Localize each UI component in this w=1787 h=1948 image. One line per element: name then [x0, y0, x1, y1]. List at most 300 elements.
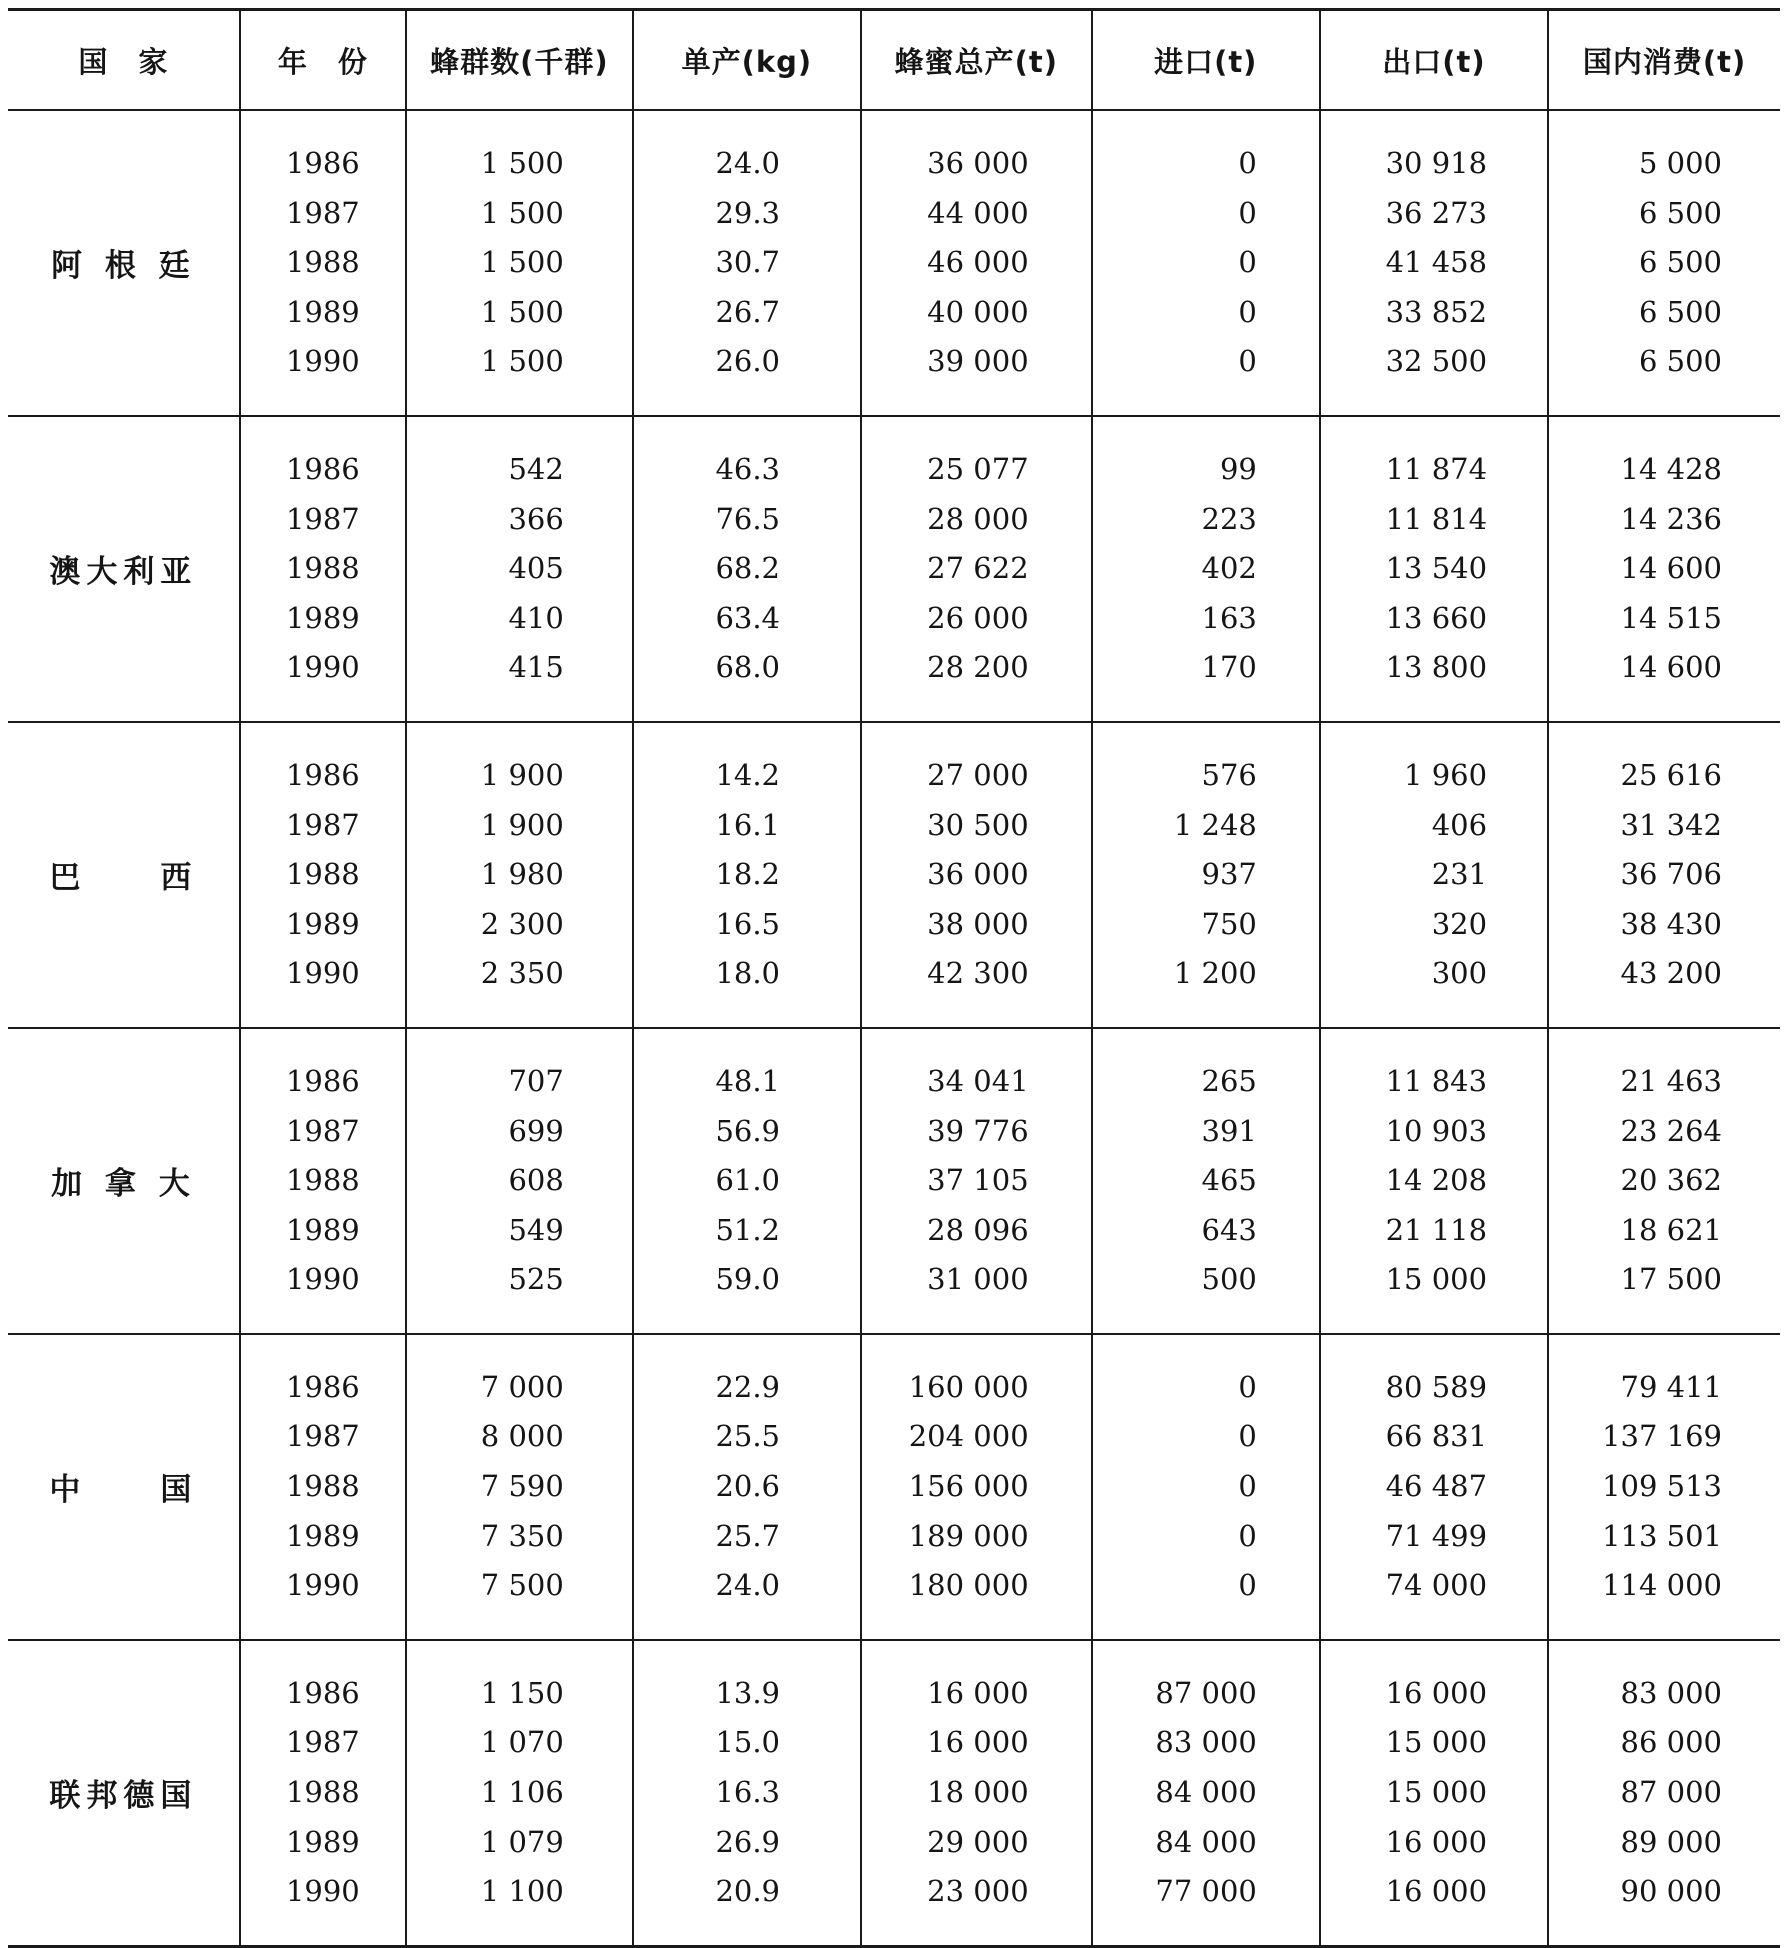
export-value: 66 831 — [1385, 1419, 1488, 1454]
consumption-cell — [1548, 1028, 1780, 1334]
yield-value: 15.0 — [715, 1725, 781, 1760]
consumption-cell — [1548, 722, 1780, 1028]
export-value: 231 — [1431, 857, 1488, 892]
colonies-value: 7 350 — [480, 1518, 564, 1553]
year-value: 1986 — [285, 1369, 360, 1404]
yield-cell — [633, 722, 861, 1028]
consumption-value: 113 501 — [1602, 1518, 1722, 1553]
yield-value: 25.5 — [715, 1419, 781, 1454]
consumption-value: 90 000 — [1620, 1874, 1722, 1909]
colonies-value: 525 — [508, 1262, 564, 1297]
country-cell: 中 国 — [8, 1334, 240, 1640]
export-cell — [1320, 416, 1548, 722]
yield-value: 25.7 — [715, 1518, 781, 1553]
production-values — [862, 1335, 1091, 1639]
colonies-value: 542 — [508, 451, 564, 486]
colonies-values — [407, 1029, 632, 1333]
consumption-value: 89 000 — [1620, 1824, 1722, 1859]
yield-value: 46.3 — [715, 451, 781, 486]
consumption-value: 36 706 — [1620, 857, 1722, 892]
production-value: 189 000 — [908, 1518, 1029, 1553]
year-value: 1989 — [285, 1824, 360, 1859]
year-value: 1989 — [285, 1518, 360, 1553]
consumption-value: 137 169 — [1602, 1419, 1722, 1454]
export-value: 300 — [1431, 956, 1488, 991]
import-value: 576 — [1201, 757, 1257, 792]
import-values — [1093, 1641, 1319, 1945]
colonies-value: 699 — [508, 1113, 564, 1148]
year-value: 1987 — [285, 195, 360, 230]
production-value: 160 000 — [908, 1369, 1029, 1404]
production-value: 27 622 — [927, 551, 1029, 586]
colonies-value: 1 106 — [480, 1775, 564, 1810]
yield-value: 56.9 — [715, 1113, 781, 1148]
colonies-cell — [406, 1334, 633, 1640]
export-value: 406 — [1431, 807, 1488, 842]
colonies-cell — [406, 722, 633, 1028]
year-values — [241, 417, 405, 721]
production-value: 36 000 — [927, 146, 1029, 180]
production-values — [862, 111, 1091, 415]
export-value: 320 — [1431, 906, 1488, 941]
yield-value: 26.9 — [715, 1824, 781, 1859]
yield-cell — [633, 1334, 861, 1640]
production-value: 28 000 — [927, 501, 1029, 536]
yield-value: 48.1 — [715, 1063, 781, 1098]
year-value: 1990 — [285, 1262, 360, 1297]
export-value: 21 118 — [1385, 1212, 1488, 1247]
production-cell — [861, 1334, 1092, 1640]
export-value: 74 000 — [1385, 1568, 1488, 1603]
year-value: 1986 — [285, 1675, 360, 1710]
year-cell — [240, 416, 406, 722]
year-values — [241, 723, 405, 1027]
yield-values — [634, 417, 860, 721]
production-value: 156 000 — [908, 1469, 1029, 1504]
production-value: 26 000 — [927, 600, 1029, 635]
header-consumption: 国内消费(t) — [1548, 10, 1780, 111]
colonies-value: 549 — [508, 1212, 564, 1247]
consumption-value: 21 463 — [1620, 1063, 1722, 1098]
year-value: 1989 — [285, 906, 360, 941]
table-row — [8, 416, 1780, 722]
yield-value: 18.0 — [715, 956, 781, 991]
table-body — [8, 110, 1780, 1946]
export-values — [1321, 1641, 1547, 1945]
header-yield: 单产(kg) — [633, 10, 861, 111]
import-value: 0 — [1238, 344, 1257, 379]
export-value: 30 918 — [1385, 146, 1488, 180]
country-cell: 加 拿 大 — [8, 1028, 240, 1334]
import-value: 0 — [1238, 1469, 1257, 1504]
import-value: 643 — [1201, 1212, 1257, 1247]
production-value: 31 000 — [927, 1262, 1029, 1297]
yield-value: 16.1 — [715, 807, 781, 842]
export-value: 80 589 — [1385, 1369, 1488, 1404]
year-value: 1987 — [285, 501, 360, 536]
import-value: 0 — [1238, 294, 1257, 329]
export-value: 1 960 — [1404, 757, 1488, 792]
export-values — [1321, 1335, 1547, 1639]
colonies-value: 1 500 — [480, 195, 564, 230]
consumption-value: 20 362 — [1620, 1163, 1722, 1198]
year-value: 1986 — [285, 451, 360, 486]
export-value: 11 814 — [1385, 501, 1488, 536]
table-row — [8, 722, 1780, 1028]
colonies-value: 415 — [508, 650, 564, 685]
export-value: 32 500 — [1385, 344, 1488, 379]
import-values — [1093, 723, 1319, 1027]
yield-value: 14.2 — [715, 757, 781, 792]
export-value: 11 843 — [1385, 1063, 1488, 1098]
colonies-value: 410 — [508, 600, 564, 635]
consumption-values — [1549, 1335, 1780, 1639]
import-values — [1093, 1029, 1319, 1333]
year-value: 1986 — [285, 146, 360, 180]
production-values — [862, 417, 1091, 721]
yield-value: 51.2 — [715, 1212, 781, 1247]
consumption-values — [1549, 1029, 1780, 1333]
table-row — [8, 1334, 1780, 1640]
production-value: 29 000 — [927, 1824, 1029, 1859]
consumption-value: 38 430 — [1620, 906, 1722, 941]
import-value: 391 — [1201, 1113, 1257, 1148]
import-value: 500 — [1201, 1262, 1257, 1297]
import-value: 0 — [1238, 195, 1257, 230]
year-values — [241, 1029, 405, 1333]
production-cell — [861, 110, 1092, 416]
yield-values — [634, 1029, 860, 1333]
colonies-cell — [406, 110, 633, 416]
colonies-value: 1 500 — [480, 146, 564, 180]
colonies-value: 1 900 — [480, 757, 564, 792]
export-value: 13 540 — [1385, 551, 1488, 586]
yield-values — [634, 1335, 860, 1639]
year-value: 1988 — [285, 1469, 360, 1504]
production-values — [862, 1641, 1091, 1945]
colonies-value: 1 100 — [480, 1874, 564, 1909]
yield-value: 63.4 — [715, 600, 781, 635]
year-value: 1987 — [285, 1725, 360, 1760]
colonies-value: 1 980 — [480, 857, 564, 892]
year-value: 1989 — [285, 294, 360, 329]
production-cell — [861, 722, 1092, 1028]
year-value: 1988 — [285, 857, 360, 892]
colonies-value: 2 300 — [480, 906, 564, 941]
yield-value: 29.3 — [715, 195, 781, 230]
colonies-values — [407, 723, 632, 1027]
import-value: 0 — [1238, 146, 1257, 180]
import-cell — [1092, 416, 1320, 722]
header-country: 国 家 — [8, 10, 240, 111]
production-value: 30 500 — [927, 807, 1029, 842]
year-value: 1990 — [285, 344, 360, 379]
yield-value: 13.9 — [715, 1675, 781, 1710]
colonies-value: 1 079 — [480, 1824, 564, 1859]
consumption-value: 86 000 — [1620, 1725, 1722, 1760]
consumption-value: 6 500 — [1638, 195, 1722, 230]
year-cell — [240, 1640, 406, 1946]
consumption-value: 14 236 — [1620, 501, 1722, 536]
table-row — [8, 1028, 1780, 1334]
colonies-value: 366 — [508, 501, 564, 536]
table-row — [8, 110, 1780, 416]
import-value: 402 — [1201, 551, 1257, 586]
production-value: 18 000 — [927, 1775, 1029, 1810]
colonies-value: 7 500 — [480, 1568, 564, 1603]
colonies-values — [407, 111, 632, 415]
table-row — [8, 1640, 1780, 1946]
export-value: 71 499 — [1385, 1518, 1488, 1553]
consumption-value: 6 500 — [1638, 344, 1722, 379]
yield-values — [634, 723, 860, 1027]
production-value: 39 776 — [927, 1113, 1029, 1148]
consumption-value: 18 621 — [1620, 1212, 1722, 1247]
export-cell — [1320, 110, 1548, 416]
country-cell: 澳大利亚 — [8, 416, 240, 722]
consumption-value: 31 342 — [1620, 807, 1722, 842]
production-value: 28 200 — [927, 650, 1029, 685]
yield-value: 61.0 — [715, 1163, 781, 1198]
consumption-values — [1549, 417, 1780, 721]
import-value: 0 — [1238, 1369, 1257, 1404]
consumption-values — [1549, 723, 1780, 1027]
export-value: 11 874 — [1385, 451, 1488, 486]
consumption-value: 17 500 — [1620, 1262, 1722, 1297]
import-cell — [1092, 1640, 1320, 1946]
yield-value: 68.2 — [715, 551, 781, 586]
year-value: 1986 — [285, 1063, 360, 1098]
export-values — [1321, 1029, 1547, 1333]
country-cell: 巴 西 — [8, 722, 240, 1028]
year-value: 1988 — [285, 1775, 360, 1810]
import-values — [1093, 417, 1319, 721]
import-cell — [1092, 1028, 1320, 1334]
year-value: 1986 — [285, 757, 360, 792]
consumption-value: 43 200 — [1620, 956, 1722, 991]
consumption-cell — [1548, 1640, 1780, 1946]
consumption-value: 14 600 — [1620, 650, 1722, 685]
import-value: 1 248 — [1173, 807, 1257, 842]
consumption-value: 25 616 — [1620, 757, 1722, 792]
colonies-value: 405 — [508, 551, 564, 586]
country-cell: 阿 根 廷 — [51, 248, 196, 285]
production-cell — [861, 416, 1092, 722]
colonies-cell — [406, 416, 633, 722]
colonies-cell — [406, 1028, 633, 1334]
yield-value: 16.3 — [715, 1775, 781, 1810]
production-value: 34 041 — [927, 1063, 1029, 1098]
import-value: 223 — [1201, 501, 1257, 536]
year-cell — [240, 1028, 406, 1334]
import-value: 0 — [1238, 245, 1257, 280]
yield-value: 22.9 — [715, 1369, 781, 1404]
yield-value: 18.2 — [715, 857, 781, 892]
consumption-value: 14 600 — [1620, 551, 1722, 586]
export-value: 16 000 — [1385, 1675, 1488, 1710]
header-colonies: 蜂群数(千群) — [406, 10, 633, 111]
production-cell — [861, 1028, 1092, 1334]
colonies-value: 1 500 — [480, 344, 564, 379]
year-values — [241, 1641, 405, 1945]
production-cell — [861, 1640, 1092, 1946]
import-values — [1093, 1335, 1319, 1639]
yield-cell — [633, 416, 861, 722]
colonies-value: 1 070 — [480, 1725, 564, 1760]
yield-value: 20.9 — [715, 1874, 781, 1909]
consumption-value: 109 513 — [1602, 1469, 1722, 1504]
colonies-value: 1 500 — [480, 245, 564, 280]
year-value: 1988 — [285, 245, 360, 280]
production-value: 180 000 — [908, 1568, 1029, 1603]
colonies-value: 7 590 — [480, 1469, 564, 1504]
year-value: 1987 — [285, 1113, 360, 1148]
colonies-value: 608 — [508, 1163, 564, 1198]
yield-cell — [633, 110, 861, 416]
year-cell — [240, 1334, 406, 1640]
consumption-value: 23 264 — [1620, 1113, 1722, 1148]
year-value: 1987 — [285, 807, 360, 842]
header-year: 年 份 — [240, 10, 406, 111]
production-value: 16 000 — [927, 1725, 1029, 1760]
import-value: 937 — [1201, 857, 1257, 892]
import-value: 87 000 — [1155, 1675, 1257, 1710]
export-value: 15 000 — [1385, 1775, 1488, 1810]
header-row — [8, 10, 1780, 111]
export-value: 16 000 — [1385, 1824, 1488, 1859]
year-value: 1989 — [285, 600, 360, 635]
year-value: 1988 — [285, 1163, 360, 1198]
header-production: 蜂蜜总产(t) — [861, 10, 1092, 111]
export-value: 16 000 — [1385, 1874, 1488, 1909]
colonies-values — [407, 1641, 632, 1945]
consumption-cell — [1548, 110, 1780, 416]
import-values — [1093, 111, 1319, 415]
export-value: 13 800 — [1385, 650, 1488, 685]
production-value: 44 000 — [927, 195, 1029, 230]
colonies-value: 707 — [508, 1063, 564, 1098]
import-value: 0 — [1238, 1568, 1257, 1603]
yield-value: 24.0 — [715, 146, 781, 180]
import-value: 465 — [1201, 1163, 1257, 1198]
colonies-value: 8 000 — [480, 1419, 564, 1454]
export-cell — [1320, 1640, 1548, 1946]
consumption-value: 6 500 — [1638, 245, 1722, 280]
import-cell — [1092, 722, 1320, 1028]
year-values — [241, 1335, 405, 1639]
header-export: 出口(t) — [1320, 10, 1548, 111]
import-value: 0 — [1238, 1419, 1257, 1454]
production-value: 40 000 — [927, 294, 1029, 329]
colonies-value: 1 500 — [480, 294, 564, 329]
yield-value: 16.5 — [715, 906, 781, 941]
import-value: 84 000 — [1155, 1824, 1257, 1859]
production-value: 42 300 — [927, 956, 1029, 991]
year-cell — [240, 722, 406, 1028]
export-cell — [1320, 1334, 1548, 1640]
consumption-values — [1549, 111, 1780, 415]
export-cell — [1320, 722, 1548, 1028]
consumption-value: 14 515 — [1620, 600, 1722, 635]
yield-values — [634, 1641, 860, 1945]
export-values — [1321, 723, 1547, 1027]
export-value: 10 903 — [1385, 1113, 1488, 1148]
yield-cell — [633, 1640, 861, 1946]
export-value: 41 458 — [1385, 245, 1488, 280]
year-value: 1989 — [285, 1212, 360, 1247]
export-value: 15 000 — [1385, 1262, 1488, 1297]
country-cell: 联邦德国 — [8, 1640, 240, 1946]
production-value: 204 000 — [908, 1419, 1029, 1454]
colonies-values — [407, 1335, 632, 1639]
import-value: 84 000 — [1155, 1775, 1257, 1810]
export-value: 14 208 — [1385, 1163, 1488, 1198]
import-cell — [1092, 1334, 1320, 1640]
honey-statistics-table — [8, 8, 1780, 1948]
import-value: 1 200 — [1173, 956, 1257, 991]
import-value: 83 000 — [1155, 1725, 1257, 1760]
consumption-cell — [1548, 1334, 1780, 1640]
import-value: 750 — [1201, 906, 1257, 941]
export-value: 13 660 — [1385, 600, 1488, 635]
export-value: 36 273 — [1385, 195, 1488, 230]
production-value: 39 000 — [927, 344, 1029, 379]
yield-value: 76.5 — [715, 501, 781, 536]
colonies-value: 7 000 — [480, 1369, 564, 1404]
year-value: 1990 — [285, 1874, 360, 1909]
consumption-value: 6 500 — [1638, 294, 1722, 329]
production-value: 37 105 — [927, 1163, 1029, 1198]
consumption-value: 114 000 — [1602, 1568, 1722, 1603]
year-value: 1988 — [285, 551, 360, 586]
production-values — [862, 723, 1091, 1027]
production-value: 23 000 — [927, 1874, 1029, 1909]
import-value: 99 — [1219, 451, 1257, 486]
colonies-value: 1 900 — [480, 807, 564, 842]
yield-value: 68.0 — [715, 650, 781, 685]
export-values — [1321, 417, 1547, 721]
year-values — [241, 111, 405, 415]
year-value: 1990 — [285, 1568, 360, 1603]
yield-value: 30.7 — [715, 245, 781, 280]
consumption-value: 14 428 — [1620, 451, 1722, 486]
colonies-values — [407, 417, 632, 721]
consumption-value: 79 411 — [1620, 1369, 1722, 1404]
import-value: 163 — [1201, 600, 1257, 635]
colonies-cell — [406, 1640, 633, 1946]
production-value: 27 000 — [927, 757, 1029, 792]
yield-cell — [633, 1028, 861, 1334]
year-value: 1990 — [285, 956, 360, 991]
colonies-value: 1 150 — [480, 1675, 564, 1710]
export-value: 15 000 — [1385, 1725, 1488, 1760]
import-cell — [1092, 110, 1320, 416]
export-value: 33 852 — [1385, 294, 1488, 329]
header-import: 进口(t) — [1092, 10, 1320, 111]
colonies-value: 2 350 — [480, 956, 564, 991]
production-value: 46 000 — [927, 245, 1029, 280]
yield-value: 20.6 — [715, 1469, 781, 1504]
year-cell — [240, 110, 406, 416]
import-value: 170 — [1201, 650, 1257, 685]
consumption-cell — [1548, 416, 1780, 722]
consumption-values — [1549, 1641, 1780, 1945]
production-value: 25 077 — [927, 451, 1029, 486]
yield-value: 26.7 — [715, 294, 781, 329]
export-values — [1321, 111, 1547, 415]
yield-value: 26.0 — [715, 344, 781, 379]
production-value: 38 000 — [927, 906, 1029, 941]
